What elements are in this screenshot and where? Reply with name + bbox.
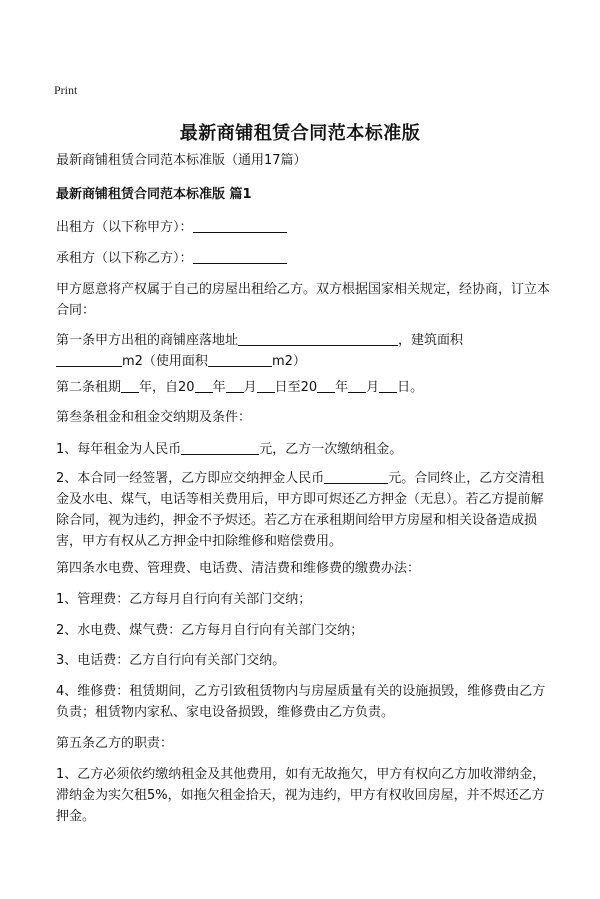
print-label: Print: [54, 83, 78, 97]
article-3-item-1-a: 1、每年租金为人民币: [56, 442, 182, 457]
area-blank: [56, 352, 122, 367]
article-3-item-2-a: 2、本合同一经签署，乙方即应交纳押金人民币: [56, 471, 325, 486]
article-2-text-h: 日。: [397, 380, 424, 395]
article-3-item-2: [56, 468, 556, 552]
term-years-blank: [121, 378, 139, 393]
lessor-line: [56, 217, 556, 238]
article-3: 第叁条租金和租金交纳期及条件：: [56, 410, 252, 425]
section-heading: 最新商铺租赁合同范本标准版 篇1: [56, 187, 252, 202]
article-2: [56, 377, 556, 398]
lessee-blank: [193, 249, 287, 264]
article-4: 第四条水电费、管理费、电话费、清洁费和维修费的缴费办法：: [56, 561, 421, 576]
article-3-item-1: [56, 439, 556, 460]
end-day-blank: [379, 378, 397, 393]
article-1-text-a: 第一条甲方出租的商铺座落地址: [56, 333, 239, 348]
article-4-item-4: 4、维修费：租赁期间，乙方引致租赁物内与房屋质量有关的设施损毁，维修费由乙方负责；租赁物内家私、家电设备损毁，维修费由乙方负责。: [56, 684, 546, 720]
article-2-text-e: 日至20: [274, 380, 318, 395]
start-year-blank: [195, 378, 213, 393]
end-month-blank: [348, 378, 366, 393]
annual-rent-blank: [181, 440, 259, 455]
article-1-text-c: m2（使用面积: [122, 354, 208, 369]
article-2-text-f: 年: [335, 380, 349, 395]
article-3-item-2-b: 元。合同终止，乙方交清租金及水电、煤气，电话等相关费用后，甲方即可烬还乙方押金（无息）。若乙方提前解除合同，视为违约，押金不予烬还。若乙方在承租期间给甲方房屋和相关设备造成损害，甲方有权从乙方押金中扣除维修和赔偿费用。: [56, 471, 545, 549]
article-4-item-1: 1、管理费：乙方每月自行向有关部门交纳；: [56, 592, 312, 607]
start-month-blank: [226, 378, 244, 393]
document-title: 最新商铺租赁合同范本标准版: [179, 123, 421, 144]
lessor-blank: [193, 218, 287, 233]
article-2-text-g: 月: [366, 380, 380, 395]
end-year-blank: [317, 378, 335, 393]
article-1-text-b: ，建筑面积: [398, 333, 464, 348]
article-1: [56, 330, 556, 372]
article-4-item-2: 2、水电费、煤气费：乙方每月自行向有关部门交纳；: [56, 623, 364, 638]
lessee-line: [56, 248, 556, 269]
article-3-item-1-b: 元，乙方一次缴纳租金。: [259, 442, 403, 457]
article-2-text-a: 第二条租期: [56, 380, 122, 395]
usable-area-blank: [208, 352, 272, 367]
intro-paragraph: 甲方愿意将产权属于自己的房屋出租给乙方。双方根据国家相关规定，经协商，订立本合同：: [56, 282, 551, 318]
start-day-blank: [257, 378, 275, 393]
article-4-item-3: 3、电话费：乙方自行向有关部门交纳。: [56, 653, 286, 668]
deposit-blank: [324, 469, 388, 484]
article-1-text-d: m2）: [271, 354, 306, 369]
lessee-label: 承租方（以下称乙方）：: [56, 251, 193, 266]
article-2-text-b: 年，自20: [139, 380, 195, 395]
lessor-label: 出租方（以下称甲方）：: [56, 220, 193, 235]
document-subtitle: 最新商铺租赁合同范本标准版（通用17篇）: [56, 153, 307, 168]
article-2-text-c: 年: [212, 380, 226, 395]
article-2-text-d: 月: [243, 380, 257, 395]
article-5: 第五条乙方的职责：: [56, 736, 174, 751]
address-blank: [238, 331, 398, 346]
article-5-item-1: 1、乙方必须依约缴纳租金及其他费用，如有无故拖欠，甲方有权向乙方加收滞纳金，滞纳金为实欠租5%，如拖欠租金拾天，视为违约，甲方有权收回房屋，并不烬还乙方押金。: [56, 767, 546, 824]
